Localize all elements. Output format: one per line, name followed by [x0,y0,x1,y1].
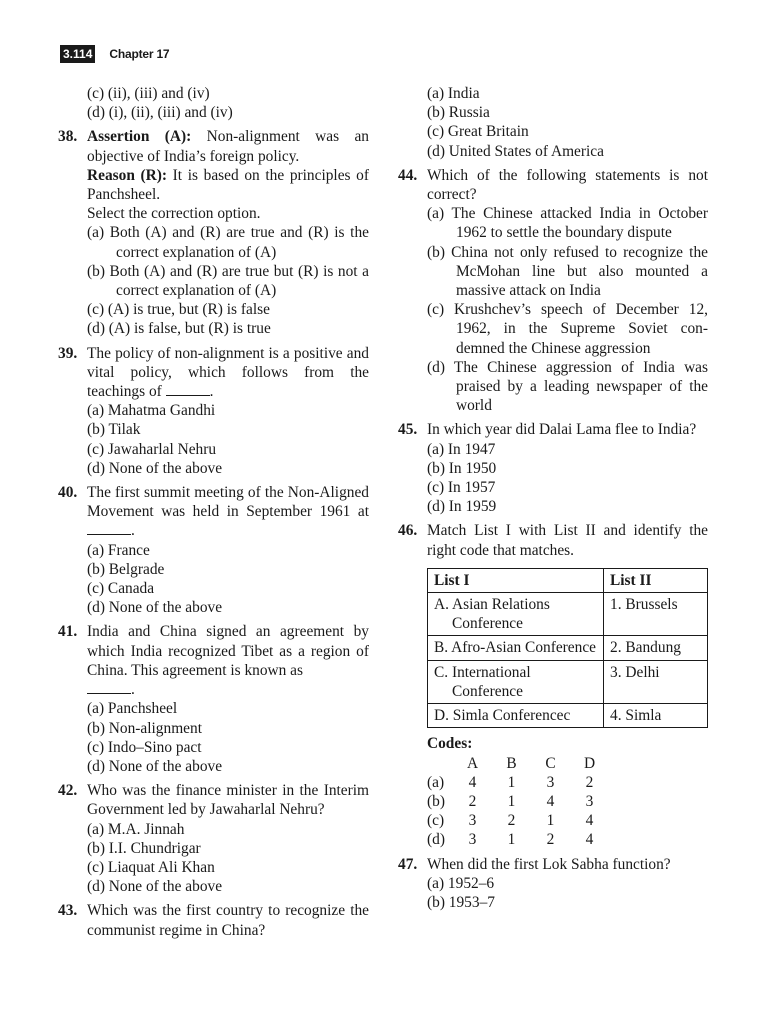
column-header: List I [428,568,604,592]
punct: . [131,522,135,540]
question-text: Who was the finance minister in the Interim Government led by Jawaharlal Nehru? [87,782,369,819]
code-value: 4 [468,773,477,791]
code-value: 1 [546,812,555,830]
table-cell [428,660,604,703]
q37-option-c: (c) (ii), (iii) and (iv) [87,85,210,102]
question-41 [58,622,369,699]
reason-text: It is based on the principles of Panchsheel. [87,166,369,204]
code-value: 1 [507,831,516,849]
table-row [428,593,708,636]
option: (b) Tilak [87,421,141,439]
codes-row [427,830,708,849]
instruction: Select the correction option. [87,205,261,223]
answer-blank [87,522,131,535]
question-text: The policy of non-alignment is a positive and vital policy, which follows from the teachings of [87,344,369,401]
codes-row [427,811,708,830]
question-46 [398,521,708,559]
table-cell [428,636,604,660]
chapter-title: Chapter 17 [109,47,170,61]
question-42 [58,781,369,819]
question-number: 41. [58,623,78,641]
code-value: 3 [468,812,477,830]
question-40 [58,483,369,541]
question-number: 44. [398,166,418,184]
option: (d) None of the above [87,878,223,896]
option: (b) Russia [427,104,490,122]
option: (c) Canada [87,580,155,598]
option: (a) Both (A) and (R) are true and (R) is the correct explanation of (A) [87,224,369,261]
question-43 [58,901,369,939]
question-text: Match List I with List II and identify the right code that matches. [427,522,708,559]
code-value: 4 [585,812,594,830]
option: (c) Krushchev’s speech of December 12, 1962, in the Supreme Soviet con-demned the Chinese aggression [427,301,708,357]
assertion-text: Non-alignment was an objective of India’s foreign policy. [87,128,369,165]
code-value: 2 [546,831,555,849]
option: (a) India [427,85,480,102]
question-number: 47. [398,855,418,873]
question-44 [398,166,708,204]
code-option: (a) [427,773,445,791]
option: (c) Indo–Sino pact [87,738,202,756]
option: (d) None of the above [87,757,223,775]
question-number: 42. [58,782,78,800]
assertion-label: Assertion (A): [87,128,192,146]
option: (a) M.A. Jinnah [87,820,185,838]
option: (b) I.I. Chundrigar [87,839,201,857]
code-value: 3 [585,792,594,810]
question-number: 46. [398,522,418,540]
codes-row [427,773,708,792]
option: (a) 1952–6 [427,874,495,892]
table-cell: 4. Simla [604,704,708,728]
option: (b) In 1950 [427,459,497,477]
code-value: 3 [468,831,477,849]
option: (b) Belgrade [87,560,165,578]
q37-option-d: (d) (i), (ii), (iii) and (iv) [87,104,233,122]
table-cell [428,593,604,636]
option: (c) Jawaharlal Nehru [87,440,217,458]
question-text: India and China signed an agreement by which India recognized Tibet as a region of China. This agreement is known as [87,623,369,679]
table-cell: 2. Bandung [604,636,708,660]
table-row [428,704,708,728]
cell-text: C. International Conference [434,663,531,700]
option: (d) (A) is false, but (R) is true [87,320,271,338]
question-47 [398,855,708,874]
option: (c) (A) is true, but (R) is false [87,301,270,319]
codes-header: C [545,754,556,772]
question-text: The first summit meeting of the Non-Aligned Movement was held in September 1961 at [87,484,369,521]
cell-text: B. Afro-Asian Conference [434,639,596,657]
question-text: Which was the first country to recognize the communist regime in China? [87,902,369,939]
answer-blank [87,681,131,694]
code-option: (b) [427,792,445,810]
question-38 [58,127,369,165]
option: (a) Panchsheel [87,700,178,718]
option: (c) Great Britain [427,123,529,141]
question-45 [398,420,708,439]
option: (a) In 1947 [427,440,496,458]
code-value: 2 [585,773,594,791]
option: (b) China not only refused to recognize the McMohan line but also mounted a massive attack on India [427,243,708,300]
table-header-row [428,568,708,592]
table-cell [428,704,604,728]
code-option: (d) [427,831,445,849]
cell-text: A. Asian Relations Conference [434,596,550,633]
question-number: 43. [58,902,78,920]
question-number: 39. [58,344,78,362]
question-text: In which year did Dalai Lama flee to India? [427,421,697,439]
option: (a) The Chinese attacked India in October 1962 to settle the boundary dispute [427,205,708,242]
option: (d) United States of America [427,142,604,160]
option: (b) Non-alignment [87,719,202,737]
option: (d) In 1959 [427,498,497,516]
question-number: 40. [58,484,78,502]
punct: . [209,383,214,401]
table-cell: 3. Delhi [604,660,708,703]
table-row [428,636,708,660]
question-text: When did the first Lok Sabha function? [427,855,671,873]
option: (b) Both (A) and (R) are true but (R) is not a correct explanation of (A) [87,262,369,300]
page-number: 3.114 [60,45,95,63]
question-number: 45. [398,421,418,439]
code-value: 2 [468,792,477,810]
code-value: 4 [585,831,594,849]
option: (d) None of the above [87,599,223,617]
codes-row [427,792,708,811]
option: (c) In 1957 [427,479,496,497]
codes-header: B [506,754,517,772]
table-cell: 1. Brussels [604,593,708,636]
codes-header: A [466,754,479,772]
question-39 [58,344,369,402]
codes-label: Codes: [427,735,473,753]
page-header [60,45,169,63]
option: (d) The Chinese aggression of India was praised by a leading newspaper of the world [427,358,708,415]
left-column [58,84,369,940]
code-value: 3 [546,773,555,791]
code-value: 4 [546,792,555,810]
code-option: (c) [427,812,445,830]
question-number: 38. [58,128,78,146]
right-column [398,84,708,912]
option: (a) Mahatma Gandhi [87,402,216,420]
option: (b) 1953–7 [427,893,495,911]
reason [58,166,369,204]
punct: . [131,681,135,699]
code-value: 2 [507,812,516,830]
question-text: Which of the following statements is not correct? [427,166,708,204]
option: (d) None of the above [87,459,223,477]
codes-block [398,734,708,849]
answer-blank [166,383,210,396]
codes-header-row [427,754,708,773]
code-value: 1 [507,773,516,791]
reason-label: Reason (R): [87,166,168,184]
code-value: 1 [507,792,516,810]
option: (c) Liaquat Ali Khan [87,858,215,876]
codes-header: D [583,754,596,772]
option: (a) France [87,541,150,559]
table-row [428,660,708,703]
column-header: List II [604,568,708,592]
match-table [427,568,708,728]
cell-text: D. Simla Conferencec [434,707,571,725]
